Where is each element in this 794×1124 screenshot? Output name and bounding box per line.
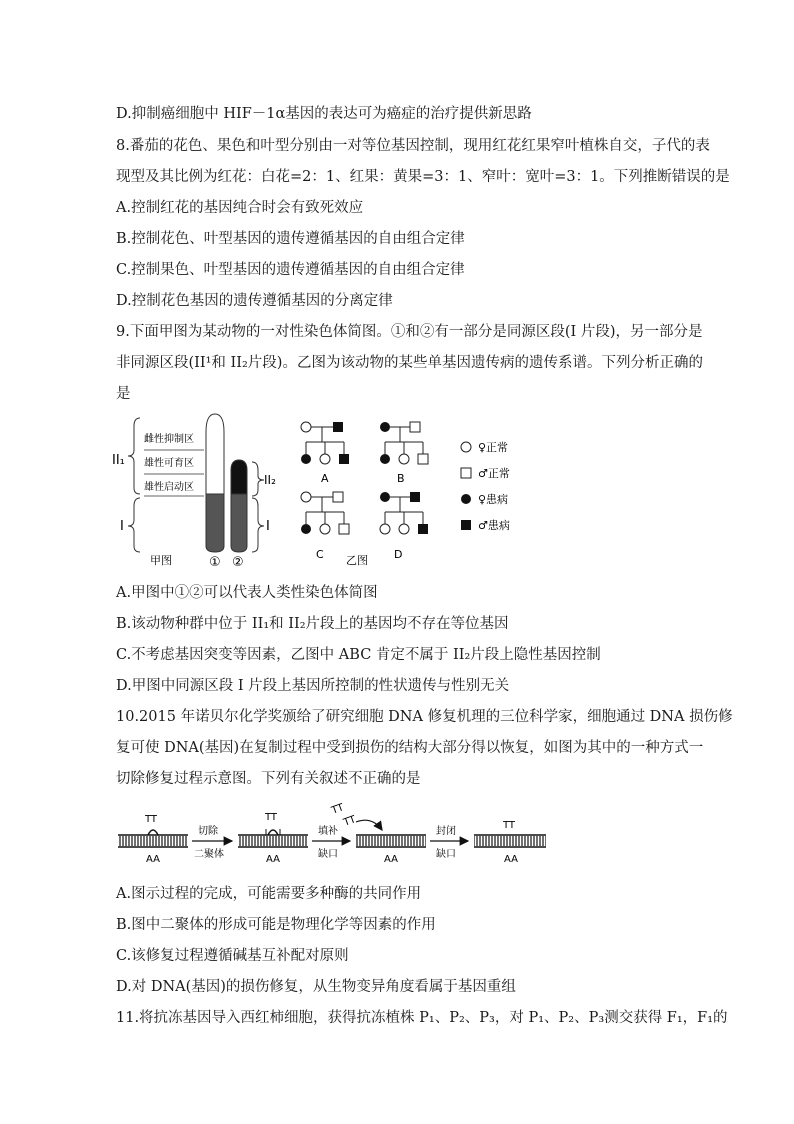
q9-stem-line3: 是: [116, 386, 131, 402]
q7-option-d: D.抑制癌细胞中 HIF－1α基因的表达可为癌症的治疗提供新思路: [116, 106, 532, 122]
step3-label-top: 封闭: [436, 826, 456, 837]
pedigree-c: [301, 492, 349, 534]
q10-stem-line2: 复可使 DNA(基因)在复制过程中受到损伤的结构大部分得以恢复，如图为其中的一种方式一: [116, 740, 704, 756]
pedigree-b: [380, 422, 428, 464]
q9-option-b: B.该动物种群中位于 II₁和 II₂片段上的基因均不存在等位基因: [116, 616, 509, 632]
q10-option-c: C.该修复过程遵循碱基互补配对原则: [116, 948, 349, 964]
dna-segment-4: [474, 835, 546, 847]
q10-option-b: B.图中二聚体的形成可能是物理化学等因素的作用: [116, 917, 436, 933]
dna3-aa: AA: [384, 854, 398, 865]
q9-option-c: C.不考虑基因突变等因素，乙图中 ABC 肯定不属于 II₂片段上隐性基因控制: [116, 647, 601, 663]
label-II1: II₁: [112, 453, 125, 468]
legend-male-normal: ♂正常: [478, 467, 510, 480]
dna3-tt-excised-1: TT: [330, 802, 346, 817]
label-II2: II₂: [264, 473, 276, 487]
q8-stem-line1: 8.番茄的花色、果色和叶型分别由一对等位基因控制，现用红花红果窄叶植株自交，子代的表: [116, 138, 710, 154]
chromosome-2-lower: [231, 494, 247, 552]
q11-stem-line1: 11.将抗冻基因导入西红柿细胞，获得抗冻植株 P₁、P₂、P₃，对 P₁、P₂、P₃测交获得 F₁，F₁的: [116, 1010, 728, 1026]
brace-II1: [128, 418, 140, 494]
q10-stem-line3: 切除修复过程示意图。下列有关叙述不正确的是: [116, 771, 421, 787]
step1-label-bottom: 二聚体: [194, 849, 224, 860]
q9-option-a: A.甲图中①②可以代表人类性染色体简图: [116, 585, 378, 601]
q10-option-a: A.图示过程的完成，可能需要多种酶的共同作用: [116, 886, 422, 902]
legend-female-affected-icon: [461, 494, 471, 504]
zone-label-3: 雄性启动区: [144, 482, 194, 493]
brace-II2: [252, 462, 264, 496]
chromosome-1-lower: [206, 494, 224, 552]
legend-male-affected: ♂患病: [478, 519, 510, 532]
dna-segment-3: [356, 820, 426, 847]
dna-segment-2: [238, 829, 308, 847]
pedigree-b-label: B: [397, 472, 405, 485]
q10-stem-line1: 10.2015 年诺贝尔化学奖颁给了研究细胞 DNA 修复机理的三位科学家，细胞通过 DNA 损伤修: [116, 709, 733, 725]
pedigree-a: [301, 422, 349, 464]
dna4-aa: AA: [504, 854, 518, 865]
dna1-aa: AA: [146, 854, 160, 865]
caption-jia: 甲图: [150, 554, 172, 567]
zone-label-2: 雄性可育区: [144, 458, 194, 469]
q9-stem-line1: 9.下面甲图为某动物的一对性染色体简图。①和②有一部分是同源区段(I 片段)，另一部分是: [116, 324, 703, 340]
dna3-tt-excised-2: TT: [342, 814, 358, 829]
label-I-right: I: [266, 519, 270, 534]
step2-label-bottom: 缺口: [318, 849, 338, 860]
q9-option-d: D.甲图中同源区段 I 片段上基因所控制的性状遗传与性别无关: [116, 678, 510, 694]
chromosome-1-label: ①: [209, 555, 221, 568]
step3-label-bottom: 缺口: [436, 849, 456, 860]
pedigree-d-label: D: [394, 548, 403, 561]
brace-I-left: [128, 498, 140, 552]
chromosome-2-label: ②: [232, 555, 244, 568]
pedigree-d: [380, 492, 428, 534]
q8-option-a: A.控制红花的基因纯合时会有致死效应: [116, 200, 364, 216]
q8-stem-line2: 现型及其比例为红花：白花=2：1、红果：黄果=3：1、窄叶：宽叶=3：1。下列推断错误的是: [116, 169, 730, 185]
dna1-tt: TT: [145, 814, 158, 825]
chromosome-1-upper: [206, 414, 224, 494]
caption-yi: 乙图: [346, 554, 368, 567]
legend-female-normal-icon: [461, 442, 471, 452]
legend-male-normal-icon: [461, 468, 471, 478]
zone-label-1: 雌性抑制区: [144, 434, 194, 445]
pedigree-a-label: A: [321, 472, 329, 485]
dna-segment-1: [118, 830, 188, 847]
q10-figure: [116, 800, 556, 875]
q9-figure: [110, 412, 550, 568]
q8-option-d: D.控制花色基因的遗传遵循基因的分离定律: [116, 293, 393, 309]
dna4-tt: TT: [503, 820, 516, 831]
label-I-left: I: [120, 519, 124, 534]
step1-label-top: 切除: [198, 826, 218, 837]
dna2-aa: AA: [266, 854, 280, 865]
q8-option-b: B.控制花色、叶型基因的遗传遵循基因的自由组合定律: [116, 231, 465, 247]
legend-female-affected: ♀患病: [478, 493, 509, 506]
step2-label-top: 填补: [318, 826, 338, 837]
q8-option-c: C.控制果色、叶型基因的遗传遵循基因的自由组合定律: [116, 262, 465, 278]
legend-male-affected-icon: [461, 520, 471, 530]
chromosome-2-upper: [231, 460, 247, 494]
q10-option-d: D.对 DNA(基因)的损伤修复，从生物变异角度看属于基因重组: [116, 979, 516, 995]
q9-stem-line2: 非同源区段(II¹和 II₂片段)。乙图为该动物的某些单基因遗传病的遗传系谱。下列分析正确的: [116, 355, 703, 371]
dna2-tt: TT: [265, 812, 278, 823]
pedigree-c-label: C: [316, 548, 324, 561]
legend-female-normal: ♀正常: [478, 441, 509, 454]
brace-I-right: [252, 498, 264, 552]
